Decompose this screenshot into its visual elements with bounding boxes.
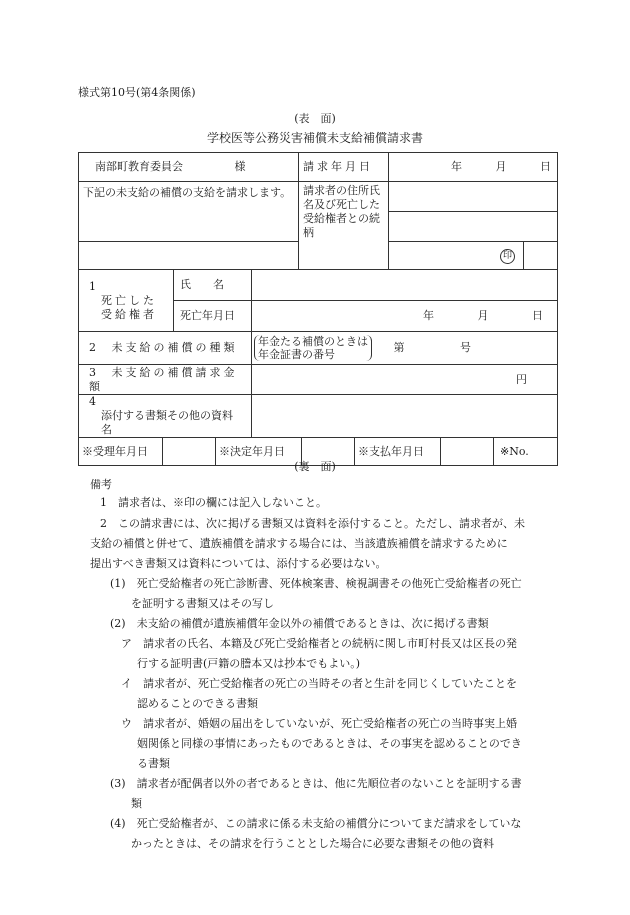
deceased-name-field[interactable] [252, 270, 558, 301]
cert-dai: 第 [393, 341, 405, 354]
receipt-date-label: ※受理年月日 [82, 444, 148, 458]
note-line: 行する証明書(戸籍の謄本又は抄本でもよい。) [137, 657, 361, 670]
payment-date-label: ※支払年月日 [358, 444, 424, 458]
pension-note [254, 335, 372, 361]
requester-label: 請求者の住所氏名及び死亡した受給権者との続柄 [299, 182, 389, 270]
requester-address-field[interactable] [389, 182, 558, 212]
compensation-type-field[interactable] [252, 332, 558, 365]
item1-label: 死亡した受給権者 [101, 293, 157, 321]
notes-heading: 備考 [90, 478, 112, 491]
item3-label: 未支給の補償請求金額 [89, 365, 238, 393]
date-month: 月 [495, 160, 507, 173]
note-line: イ 請求者が、死亡受給権者の死亡の当時その者と生計を同じくしていたことを [121, 677, 517, 690]
note-line: 提出すべき書類又は資料については、添付する必要はない。 [90, 557, 387, 570]
addressee: 南部町教育委員会 [95, 160, 183, 173]
item2-number: 2 [89, 341, 96, 354]
death-year: 年 [423, 309, 435, 322]
note-line: ア 請求者の氏名、本籍及び死亡受給権者との続柄に関し市町村長又は区長の発 [121, 637, 517, 650]
form-number: 様式第10号(第4条関係) [78, 86, 196, 99]
requester-relationship-field[interactable] [524, 242, 558, 270]
item1-number: 1 [89, 279, 96, 293]
requester-seal-cell[interactable] [389, 242, 524, 270]
page-title: 学校医等公務災害補償未支給補償請求書 [206, 131, 423, 145]
yen-unit: 円 [516, 372, 528, 386]
attachments-field[interactable] [252, 395, 558, 438]
blank-cell [79, 242, 299, 270]
note-line: 1 請求者は、※印の欄には記入しないこと。 [100, 496, 327, 509]
note-line: (4) 死亡受給権者が、この請求に係る未支給の補償分についてまだ請求をしていな [110, 817, 522, 830]
item4-label: 添付する書類その他の資料名 [101, 409, 233, 436]
pension-note-line1: 年金たる補償のときは [258, 335, 368, 348]
death-day: 日 [532, 309, 544, 322]
seal-mark: 印 [500, 249, 515, 264]
note-line: 姻関係と同様の事情にあったものであるときは、その事実を認めることのでき [137, 737, 522, 750]
item2-label: 未支給の補償の種類 [111, 341, 238, 354]
pension-note-line2: 年金証書の番号 [258, 348, 335, 361]
note-line: 支給の補償と併せて、遺族補償を請求する場合には、当該遺族補償を請求するために [90, 537, 508, 550]
item2-label-cell [79, 332, 252, 365]
claim-form-table [78, 152, 558, 466]
death-date-field[interactable] [252, 301, 558, 332]
note-line: (3) 請求者が配偶者以外の者であるときは、他に先順位者のないことを証明する書 [110, 777, 522, 790]
note-line: 認めることのできる書類 [137, 697, 258, 710]
item4-number: 4 [89, 395, 96, 408]
claim-amount-field[interactable] [252, 365, 558, 395]
number-label: ※No. [500, 444, 529, 458]
date-year: 年 [451, 160, 463, 173]
addressee-honorific: 様 [234, 160, 246, 173]
requester-name-field[interactable] [389, 212, 558, 242]
note-line: かったときは、その請求を行うこととした場合に必要な書類その他の資料 [131, 837, 494, 850]
item1-label-cell [79, 270, 174, 332]
back-side-label: (裏 面) [294, 460, 336, 473]
note-line: る書類 [137, 757, 170, 770]
request-date-field[interactable] [389, 153, 558, 182]
request-statement: 下記の未支給の補償の支給を請求します。 [79, 182, 299, 242]
front-side-label: (表 面) [294, 112, 336, 125]
decision-date-label: ※決定年月日 [219, 444, 285, 458]
item4-label-cell [79, 395, 252, 438]
item3-number: 3 [89, 365, 96, 379]
date-day: 日 [540, 160, 552, 173]
addressee-cell [79, 153, 299, 182]
note-line: を証明する書類又はその写し [131, 597, 274, 610]
cert-go: 号 [460, 341, 471, 354]
note-line: 2 この請求書には、次に掲げる書類又は資料を添付すること。ただし、請求者が、未 [100, 517, 525, 530]
note-line: 類 [131, 797, 142, 810]
death-date-label: 死亡年月日 [174, 301, 252, 332]
note-line: (2) 未支給の補償が遺族補償年金以外の補償であるときは、次に掲げる書類 [110, 617, 489, 630]
death-month: 月 [477, 309, 489, 322]
name-label: 氏 名 [174, 270, 252, 301]
item3-label-cell [79, 365, 252, 395]
request-date-label: 請求年月日 [299, 153, 389, 182]
note-line: (1) 死亡受給権者の死亡診断書、死体検案書、検視調書その他死亡受給権者の死亡 [110, 577, 522, 590]
note-line: ウ 請求者が、婚姻の届出をしていないが、死亡受給権者の死亡の当時事実上婚 [121, 717, 517, 730]
